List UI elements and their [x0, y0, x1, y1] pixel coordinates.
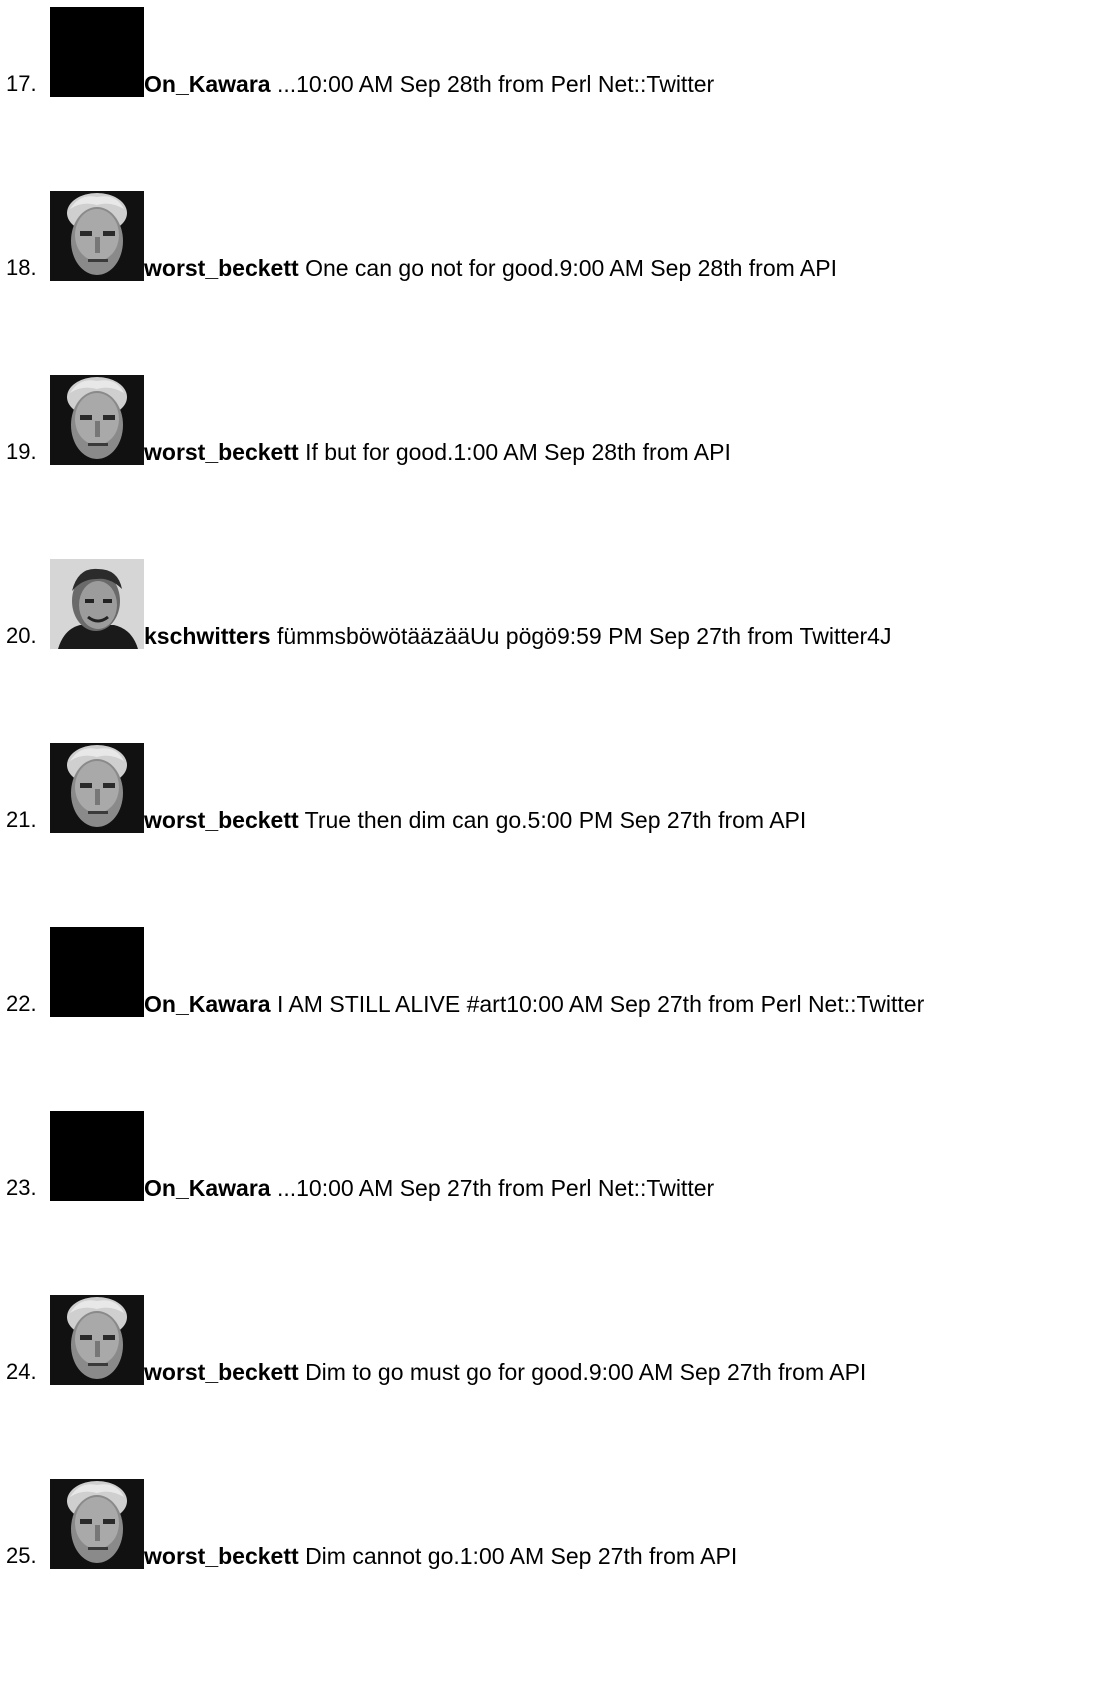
tweet-number: 21.: [6, 807, 37, 832]
tweet-line: [144, 807, 806, 833]
tweet-text: ...: [276, 1175, 297, 1201]
username-link[interactable]: worst_beckett: [144, 807, 299, 833]
timestamp-link[interactable]: 9:00 AM Sep 28th: [559, 255, 743, 281]
blank-avatar-icon[interactable]: [50, 1111, 144, 1201]
tweet-number: 18.: [6, 255, 37, 280]
tweet-line: [144, 255, 837, 281]
timestamp-link[interactable]: 10:00 AM Sep 27th: [506, 991, 702, 1017]
beckett-portrait-image: [50, 743, 144, 833]
tweet-line: [144, 71, 714, 97]
from-label: from: [748, 255, 795, 281]
username-link[interactable]: On_Kawara: [144, 1175, 271, 1201]
blank-avatar-icon[interactable]: [50, 7, 144, 97]
timestamp-link[interactable]: 10:00 AM Sep 28th: [296, 71, 492, 97]
tweet-line: [144, 439, 731, 465]
tweet-source: API: [769, 807, 807, 833]
tweet-number: 17.: [6, 71, 37, 96]
username-link[interactable]: kschwitters: [144, 623, 271, 649]
tweet-item: [0, 559, 1094, 649]
tweet-item: [0, 1295, 1094, 1385]
tweet-text: True then dim can go.: [304, 807, 528, 833]
timestamp-link[interactable]: 9:00 AM Sep 27th: [588, 1359, 772, 1385]
tweet-source: API: [799, 255, 837, 281]
username-link[interactable]: worst_beckett: [144, 1359, 299, 1385]
tweet-line: [144, 1543, 737, 1569]
tweet-source: Perl Net::Twitter: [550, 1175, 715, 1201]
tweet-item: [0, 927, 1094, 1017]
username-link[interactable]: worst_beckett: [144, 255, 299, 281]
username-link[interactable]: worst_beckett: [144, 439, 299, 465]
tweet-text: Dim to go must go for good.: [305, 1359, 589, 1385]
beckett-portrait[interactable]: [50, 375, 144, 465]
from-label: from: [642, 439, 689, 465]
beckett-portrait-image: [50, 375, 144, 465]
tweet-text: Dim cannot go.: [305, 1543, 460, 1569]
tweet-source: API: [700, 1543, 738, 1569]
tweet-text: ...: [276, 71, 297, 97]
tweet-number: 23.: [6, 1175, 37, 1200]
beckett-portrait-image: [50, 1479, 144, 1569]
tweet-source: Perl Net::Twitter: [550, 71, 715, 97]
from-label: from: [747, 623, 794, 649]
tweet-text: One can go not for good.: [305, 255, 560, 281]
tweet-source: Perl Net::Twitter: [760, 991, 925, 1017]
username-link[interactable]: On_Kawara: [144, 991, 271, 1017]
tweet-source: Twitter4J: [799, 623, 892, 649]
username-link[interactable]: worst_beckett: [144, 1543, 299, 1569]
beckett-portrait[interactable]: [50, 743, 144, 833]
beckett-portrait[interactable]: [50, 191, 144, 281]
beckett-portrait[interactable]: [50, 1479, 144, 1569]
tweet-line: [144, 991, 924, 1017]
timestamp-link[interactable]: 1:00 AM Sep 27th: [459, 1543, 643, 1569]
from-label: from: [708, 991, 755, 1017]
tweet-text: If but for good.: [305, 439, 454, 465]
tweet-number: 20.: [6, 623, 37, 648]
username-link[interactable]: On_Kawara: [144, 71, 271, 97]
tweet-source: API: [829, 1359, 867, 1385]
tweet-number: 22.: [6, 991, 37, 1016]
tweet-item: [0, 1111, 1094, 1201]
tweet-source: API: [693, 439, 731, 465]
from-label: from: [498, 1175, 545, 1201]
tweet-item: [0, 1479, 1094, 1569]
schwitters-portrait[interactable]: [50, 559, 144, 649]
from-label: from: [498, 71, 545, 97]
schwitters-portrait-image: [50, 559, 144, 649]
timestamp-link[interactable]: 9:59 PM Sep 27th: [556, 623, 742, 649]
beckett-portrait-image: [50, 191, 144, 281]
beckett-portrait-image: [50, 1295, 144, 1385]
tweet-line: [144, 623, 891, 649]
from-label: from: [778, 1359, 825, 1385]
tweet-number: 25.: [6, 1543, 37, 1568]
tweet-item: [0, 375, 1094, 465]
from-label: from: [718, 807, 765, 833]
tweet-item: [0, 7, 1094, 97]
tweet-text: I AM STILL ALIVE #art: [276, 991, 507, 1017]
tweet-number: 24.: [6, 1359, 37, 1384]
tweet-text: fümmsböwötääzääUu pögö: [276, 623, 557, 649]
tweet-number: 19.: [6, 439, 37, 464]
blank-avatar-icon[interactable]: [50, 927, 144, 1017]
tweet-item: [0, 743, 1094, 833]
timestamp-link[interactable]: 10:00 AM Sep 27th: [296, 1175, 492, 1201]
tweet-line: [144, 1359, 866, 1385]
tweet-item: [0, 191, 1094, 281]
timestamp-link[interactable]: 5:00 PM Sep 27th: [527, 807, 712, 833]
beckett-portrait[interactable]: [50, 1295, 144, 1385]
from-label: from: [649, 1543, 696, 1569]
timestamp-link[interactable]: 1:00 AM Sep 28th: [453, 439, 637, 465]
tweet-line: [144, 1175, 714, 1201]
